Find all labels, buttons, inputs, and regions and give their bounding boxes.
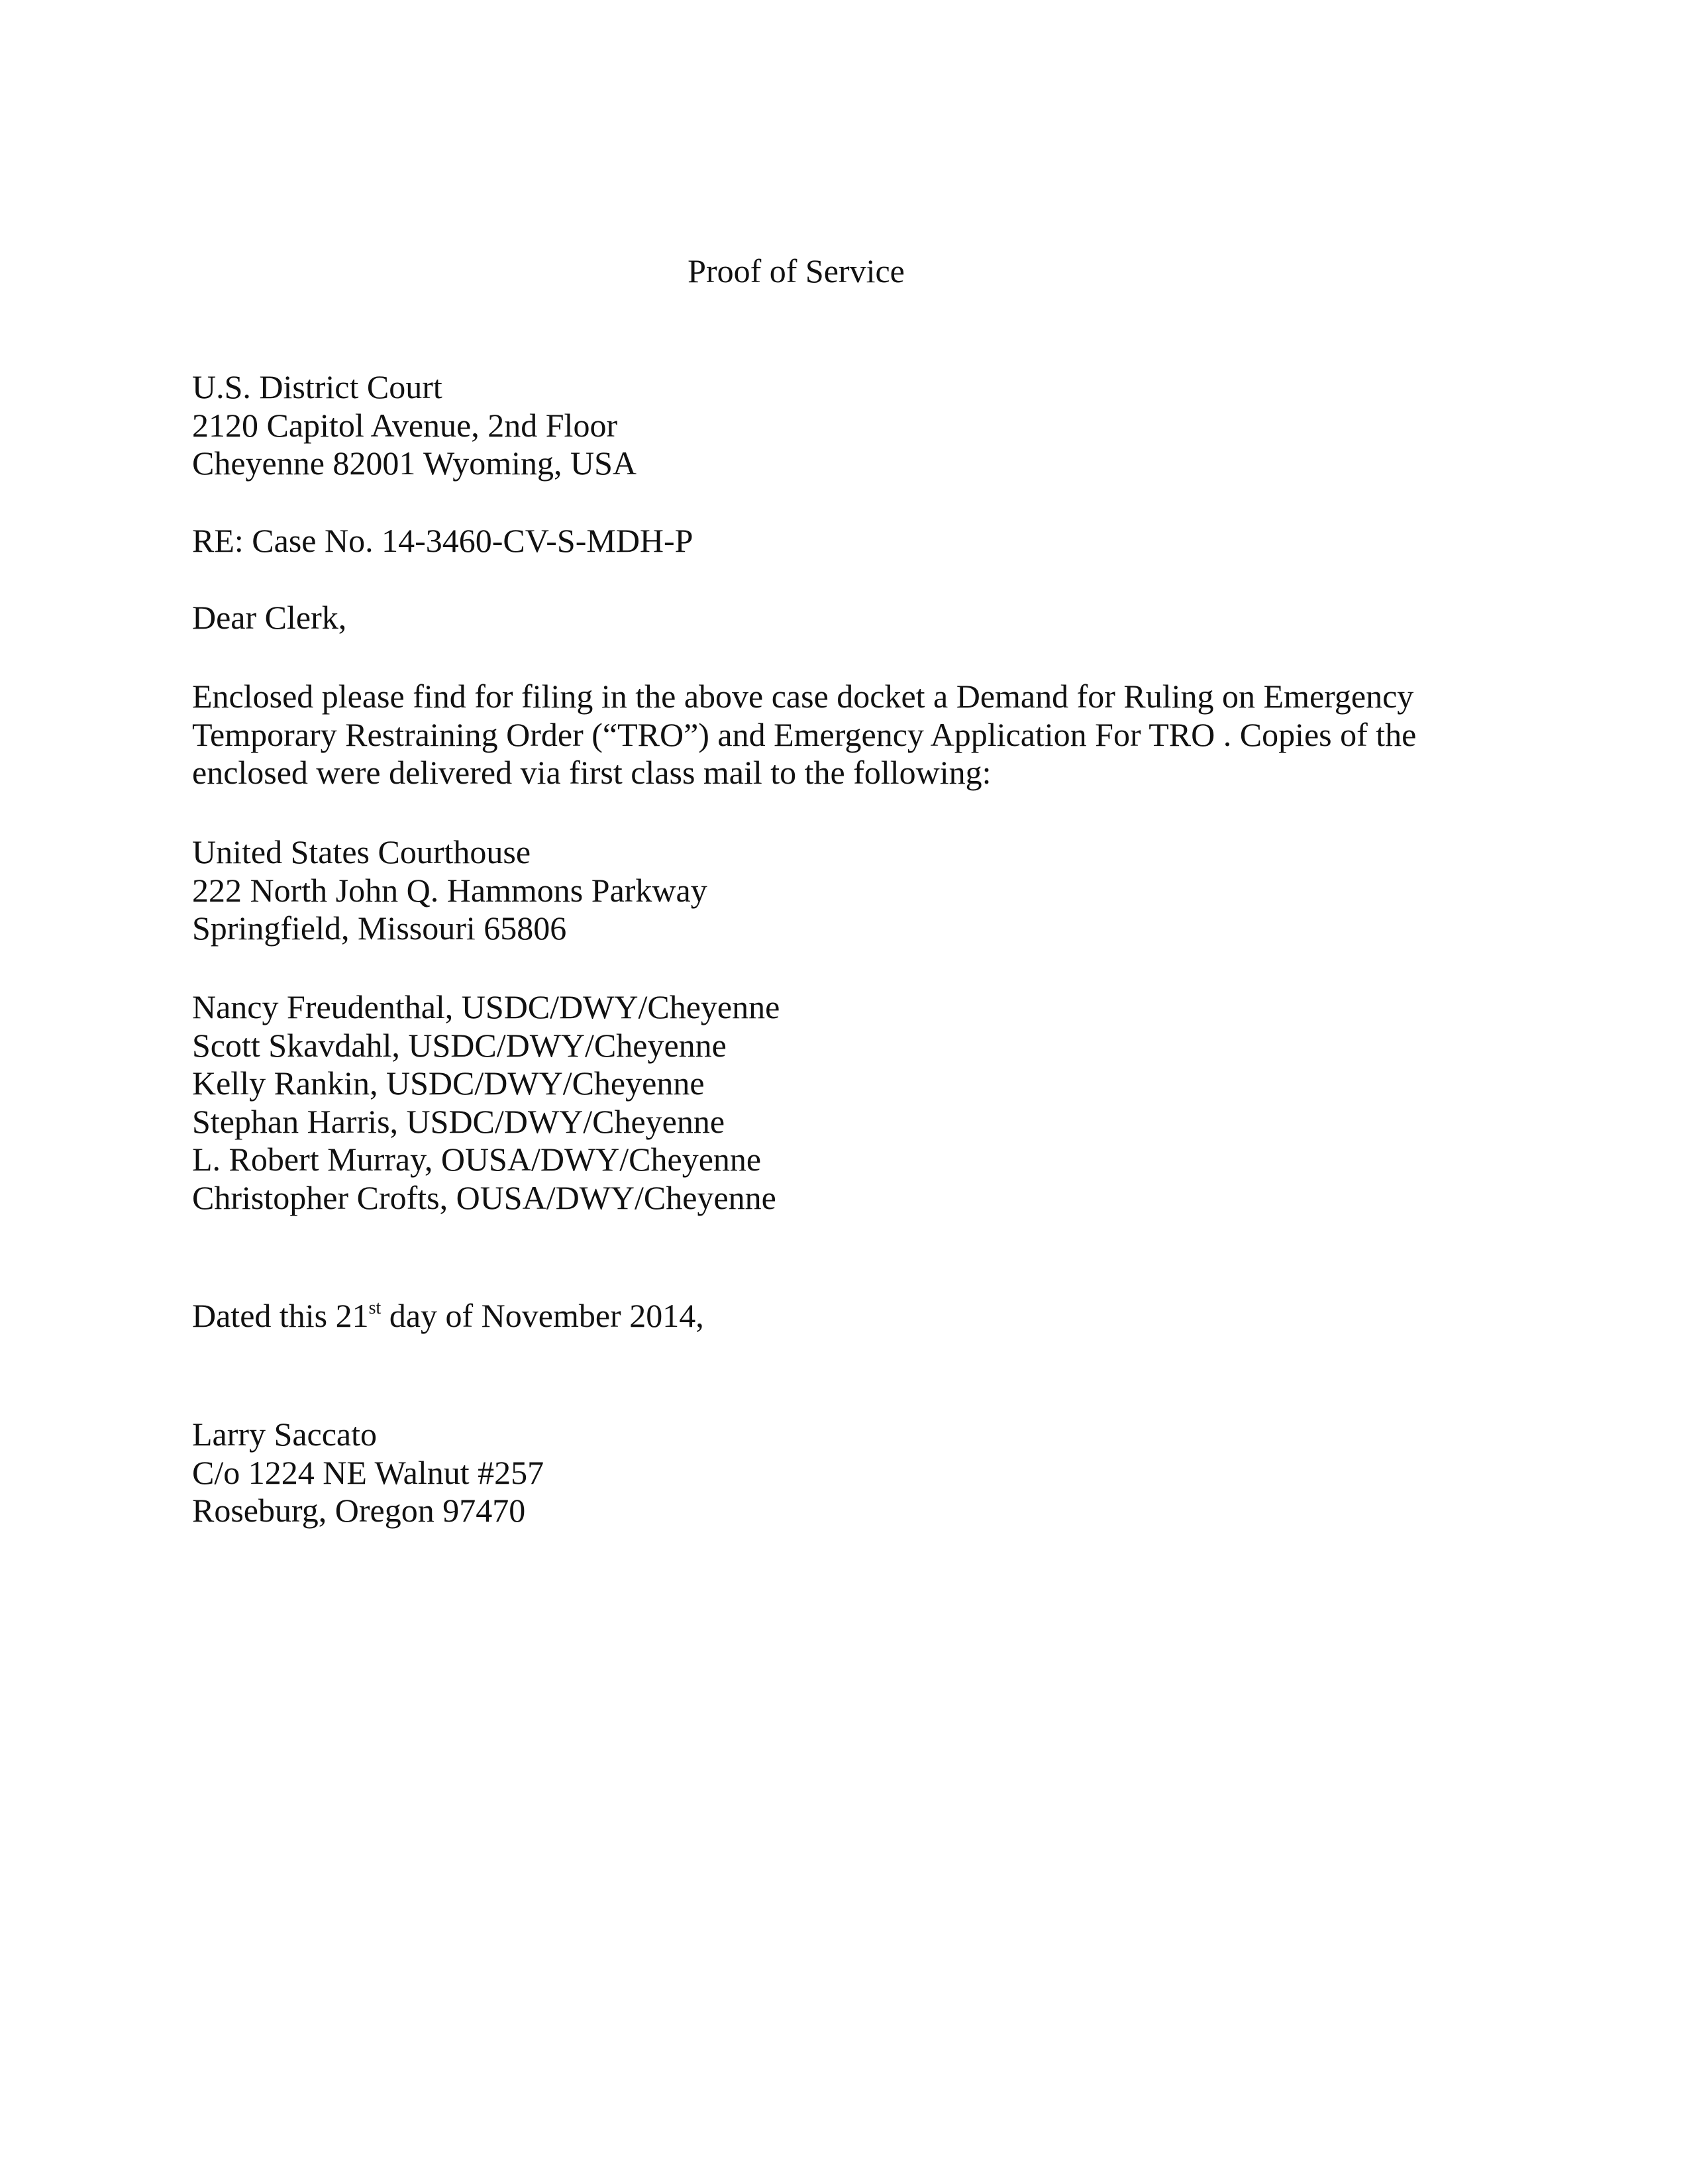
address-line: C/o 1224 NE Walnut #257: [192, 1453, 544, 1491]
re-line: RE: Case No. 14-3460-CV-S-MDH-P: [192, 522, 693, 559]
served-party: Scott Skavdahl, USDC/DWY/Cheyenne: [192, 1026, 727, 1064]
address-line: U.S. District Court: [192, 368, 442, 405]
address-line: 2120 Capitol Avenue, 2nd Floor: [192, 406, 618, 444]
served-party: Nancy Freudenthal, USDC/DWY/Cheyenne: [192, 988, 780, 1025]
address-line: United States Courthouse: [192, 833, 531, 870]
recipient-address: [192, 368, 637, 483]
sender-name: Larry Saccato: [192, 1416, 378, 1453]
address-line: Springfield, Missouri 65806: [192, 910, 567, 947]
sender-signature-block: [192, 1416, 544, 1530]
body-line: Enclosed please find for filing in the above case docket a Demand for Ruling on Emergency: [192, 678, 1414, 715]
courthouse-address: [192, 833, 707, 948]
address-line: 222 North John Q. Hammons Parkway: [192, 871, 707, 909]
body-line: Temporary Restraining Order (“TRO”) and Emergency Application For TRO . Copies of the: [192, 715, 1417, 753]
served-party: Christopher Crofts, OUSA/DWY/Cheyenne: [192, 1178, 776, 1216]
dated-rest: day of November 2014,: [381, 1297, 704, 1334]
salutation: Dear Clerk,: [192, 599, 347, 636]
dated-prefix: Dated this 21: [192, 1297, 369, 1334]
served-party: L. Robert Murray, OUSA/DWY/Cheyenne: [192, 1141, 762, 1178]
dated-line: [192, 1297, 704, 1335]
address-line: Roseburg, Oregon 97470: [192, 1492, 526, 1530]
address-line: Cheyenne 82001 Wyoming, USA: [192, 444, 637, 482]
document-title: Proof of Service: [688, 252, 905, 289]
served-parties-list: [192, 988, 780, 1218]
served-party: Kelly Rankin, USDC/DWY/Cheyenne: [192, 1065, 705, 1102]
served-party: Stephan Harris, USDC/DWY/Cheyenne: [192, 1102, 725, 1140]
ordinal-suffix: st: [368, 1298, 382, 1318]
body-line: enclosed were delivered via first class mail to the following:: [192, 754, 992, 792]
body-paragraph: [192, 678, 1416, 792]
